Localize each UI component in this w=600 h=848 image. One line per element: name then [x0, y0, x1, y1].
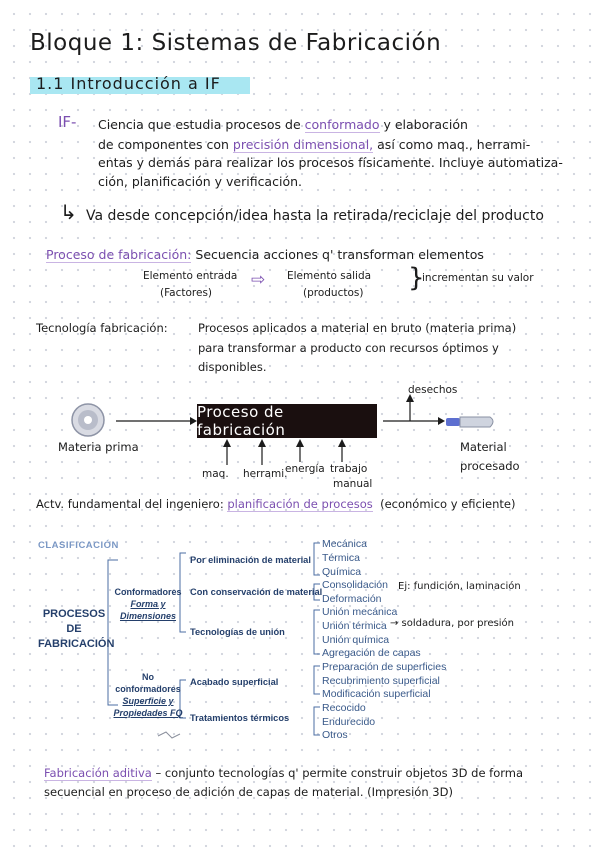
processed-label-2: procesado [460, 459, 520, 473]
input-energia: energía [285, 463, 325, 475]
activity-highlight: planificación de procesos [227, 497, 373, 511]
item-quimica: Química [322, 566, 362, 578]
raw-material-label: Materia prima [58, 440, 139, 454]
item-otros: Otros [322, 729, 348, 741]
process-box: Proceso de fabricación [197, 404, 377, 438]
item-consolidacion: Consolidación [322, 579, 388, 591]
processed-label-1: Material [460, 440, 507, 454]
activity-line: Actv. fundamental del ingeniero: planificación de procesos (económico y eficiente) [36, 497, 516, 511]
item-modificacion: Modificación superficial [322, 688, 431, 700]
input-element: Elemento entrada [143, 270, 238, 282]
if-line-3: entas y demás para realizar los procesos físicamente. Incluye automatiza- [98, 155, 563, 170]
group-no-conformadores: No conformadores Superficie y Propiedades FQ [113, 672, 183, 718]
if-note: Va desde concepción/idea hasta la retirada/reciclaje del producto [86, 208, 544, 224]
note-union-termica: → soldadura, por presión [390, 618, 515, 629]
aditiva-label: Fabricación aditiva [44, 766, 152, 780]
item-termica: Térmica [322, 552, 360, 564]
output-element-sub: (productos) [303, 287, 364, 299]
category-union: Tecnologías de unión [190, 627, 285, 637]
pencil-scribble-icon [158, 732, 180, 738]
aditiva-line-2: secuencial en proceso de adición de capas de material. (Impresión 3D) [44, 785, 453, 799]
item-preparacion: Preparación de superficies [322, 661, 447, 673]
item-union-termica: Unión térmica [322, 620, 387, 632]
value-note: incrementan su valor [422, 272, 534, 284]
input-element-sub: (Factores) [160, 287, 213, 299]
tecno-line-1: Procesos aplicados a material en bruto (materia prima) [198, 321, 517, 335]
group-conformadores: Conformadores Forma y Dimensiones [114, 587, 182, 621]
section-heading: 1.1 Introducción a IF [36, 74, 221, 93]
item-deformacion: Deformación [322, 593, 382, 605]
if-line-1: Ciencia que estudia procesos de conformado y elaboración [98, 117, 468, 132]
highlight-precision: precisión dimensional, [232, 137, 374, 152]
note-consolidacion: Ej: fundición, laminación [398, 581, 521, 592]
aditiva-line-1: Fabricación aditiva – conjunto tecnologías q' permite construir objetos 3D de forma [44, 766, 524, 780]
classification-header: CLASIFICACIÓN [38, 540, 119, 551]
item-agregacion: Agregación de capas [322, 647, 421, 659]
tecno-label: Tecnología fabricación: [36, 321, 168, 335]
if-label: IF- [58, 113, 77, 131]
if-line-4: ción, planificación y verificación. [98, 174, 302, 189]
return-arrow-icon: ↳ [60, 200, 77, 224]
item-union-quimica: Unión química [322, 634, 390, 646]
item-mecanica: Mecánica [322, 538, 367, 550]
classification-main: PROCESOS DE FABRICACIÓN [38, 608, 115, 650]
input-trabajo: trabajo [330, 463, 368, 475]
tecno-line-2: para transformar a producto con recursos óptimos y [198, 341, 499, 355]
arrow-right-icon: ⇨ [251, 270, 266, 290]
input-herramientas: herrami. [243, 468, 288, 480]
category-tratamientos: Tratamientos térmicos [190, 713, 290, 723]
brace-icon: } [408, 263, 425, 293]
proc-fab-label: Proceso de fabricación: [46, 247, 192, 262]
item-union-mecanica: Unión mecánica [322, 606, 398, 618]
if-line-2: de componentes con precisión dimensional, así como maq., herrami- [98, 137, 531, 152]
input-manual: manual [333, 478, 373, 490]
output-element: Elemento salida [287, 270, 372, 282]
category-acabado: Acabado superficial [190, 677, 279, 687]
item-recocido: Recocido [322, 702, 366, 714]
category-eliminacion: Por eliminación de material [190, 555, 311, 565]
proc-fab-line: Proceso de fabricación: Secuencia acciones q' transforman elementos [46, 247, 484, 262]
item-recubrimiento: Recubrimiento superficial [322, 675, 440, 687]
highlight-conformado: conformado [304, 117, 380, 132]
page-title: Bloque 1: Sistemas de Fabricación [30, 30, 442, 56]
waste-label: desechos [408, 384, 458, 396]
input-maq: maq. [202, 468, 229, 480]
item-endurecido: Endurecido [322, 716, 376, 728]
tecno-line-3: disponibles. [198, 360, 267, 374]
category-conservacion: Con conservación de material [190, 587, 323, 597]
